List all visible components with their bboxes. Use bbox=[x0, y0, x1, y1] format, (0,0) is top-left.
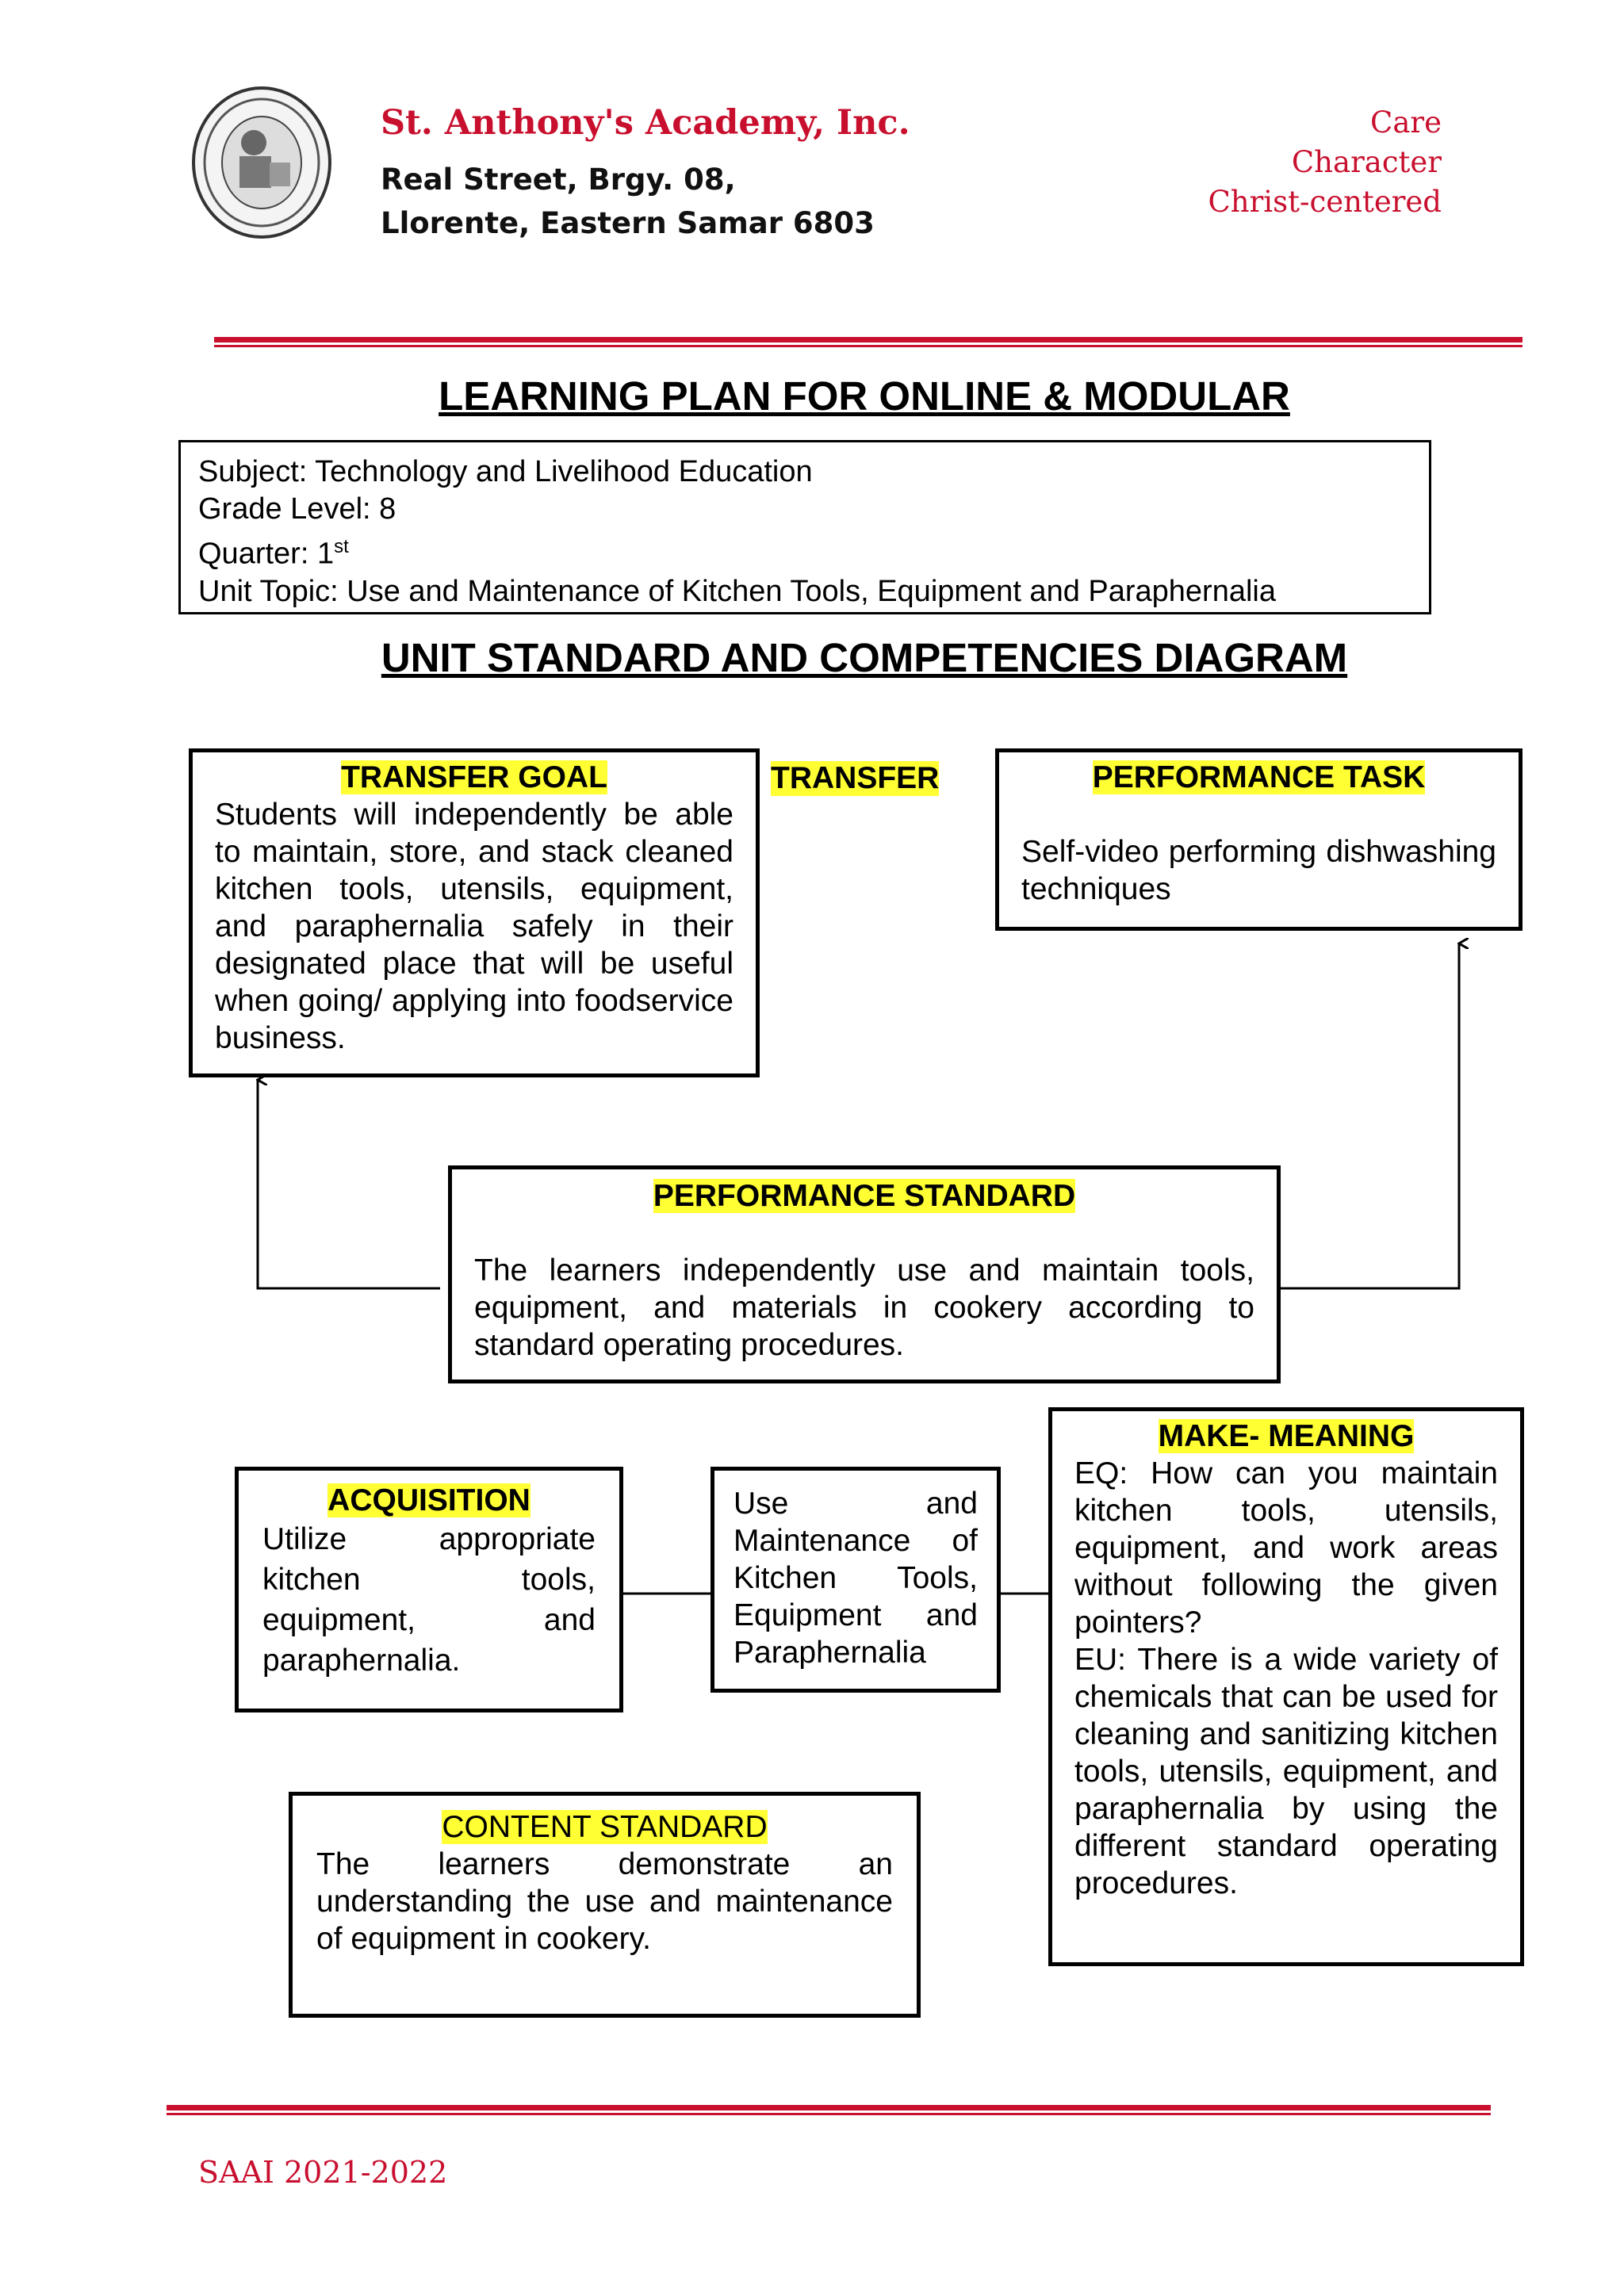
performance-task-text: Self-video performing dishwashing techniques bbox=[1021, 835, 1496, 906]
performance-standard-text: The learners independently use and maintain tools, equipment, and materials in cookery according to standard operating procedures. bbox=[474, 1253, 1254, 1362]
performance-task-heading: PERFORMANCE TASK bbox=[1092, 760, 1426, 794]
content-standard-heading: CONTENT STANDARD bbox=[442, 1810, 768, 1844]
performance-standard-heading-wrap bbox=[474, 1177, 1254, 1215]
enduring-understanding-text: EU: There is a wide variety of chemicals that can be used for cleaning and sanitizing kitchen tools, utensils, equipment, and paraphernalia by using the different standard operating procedures. bbox=[1074, 1643, 1498, 1900]
connector-to-transfer-goal bbox=[258, 1080, 440, 1288]
unit-topic-line: Unit Topic: Use and Maintenance of Kitchen Tools, Equipment and Paraphernalia bbox=[198, 574, 1277, 608]
quarter-label: Quarter: 1 bbox=[198, 537, 335, 571]
diagram-title: UNIT STANDARD AND COMPETENCIES DIAGRAM bbox=[381, 635, 1348, 680]
essential-question-text: EQ: How can you maintain kitchen tools, utensils, equipment, and work areas without following the given pointers? bbox=[1074, 1456, 1498, 1640]
transfer-goal-text: Students will independently be able to maintain, store, and stack cleaned kitchen tools, utensils, equipment, and paraphernalia safely in their designated place that will be useful when going/ applying into foodservice business. bbox=[215, 798, 733, 1055]
motto-line: Care bbox=[1370, 105, 1442, 140]
performance-task-heading-wrap bbox=[1021, 759, 1496, 796]
footer-year: SAAI 2021-2022 bbox=[198, 2155, 448, 2190]
content-standard-text: The learners demonstrate an understanding the use and maintenance of equipment in cookery. bbox=[316, 1847, 893, 1956]
quarter-suffix: st bbox=[334, 536, 349, 557]
performance-task-box bbox=[995, 748, 1522, 931]
content-standard-heading-wrap bbox=[316, 1808, 893, 1846]
performance-standard-heading: PERFORMANCE STANDARD bbox=[653, 1179, 1076, 1213]
connector-to-performance-task bbox=[1281, 943, 1459, 1288]
acquisition-heading-wrap bbox=[262, 1482, 596, 1519]
transfer-goal-box bbox=[189, 748, 760, 1077]
transfer-goal-heading: TRANSFER GOAL bbox=[341, 760, 607, 794]
unit-topic-center-text: Use and Maintenance of Kitchen Tools, Equipment and Paraphernalia bbox=[733, 1487, 978, 1670]
motto-line: Christ-centered bbox=[1208, 185, 1442, 219]
motto-line: Character bbox=[1291, 145, 1442, 179]
transfer-goal-heading-wrap bbox=[215, 759, 733, 796]
school-name: St. Anthony's Academy, Inc. bbox=[381, 103, 910, 143]
page-title: LEARNING PLAN FOR ONLINE & MODULAR bbox=[439, 373, 1290, 419]
make-meaning-box bbox=[1048, 1407, 1524, 1966]
acquisition-box bbox=[235, 1467, 623, 1712]
subject-line: Subject: Technology and Livelihood Education bbox=[198, 455, 813, 488]
footer-divider bbox=[167, 2105, 1491, 2115]
content-standard-box bbox=[289, 1792, 921, 2018]
make-meaning-heading: MAKE- MEANING bbox=[1158, 1419, 1415, 1453]
transfer-label: TRANSFER bbox=[771, 761, 940, 795]
make-meaning-heading-wrap bbox=[1074, 1418, 1498, 1455]
acquisition-text: Utilize appropriate kitchen tools, equipment, and paraphernalia. bbox=[262, 1522, 596, 1678]
address-line-1: Real Street, Brgy. 08, bbox=[381, 163, 736, 197]
unit-topic-center-box bbox=[710, 1467, 1001, 1693]
acquisition-heading: ACQUISITION bbox=[327, 1483, 530, 1517]
grade-level-line: Grade Level: 8 bbox=[198, 492, 396, 526]
address-line-2: Llorente, Eastern Samar 6803 bbox=[381, 206, 875, 240]
performance-standard-box bbox=[448, 1165, 1281, 1383]
